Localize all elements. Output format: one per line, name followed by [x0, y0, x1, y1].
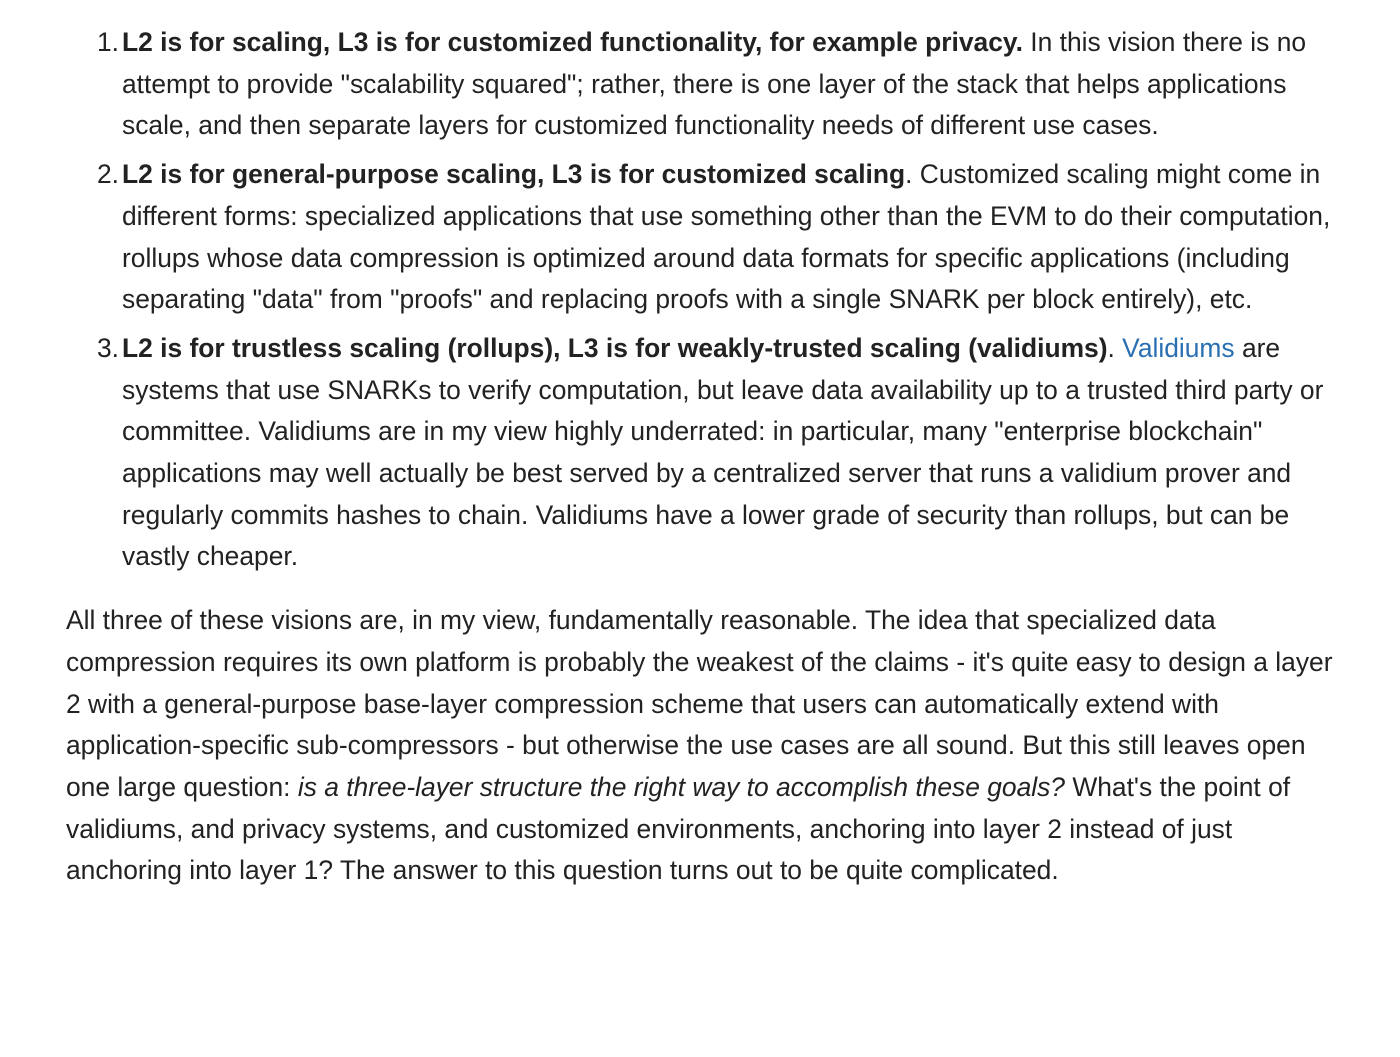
list-number: 1. — [96, 27, 119, 57]
summary-paragraph — [66, 600, 1348, 892]
list-item-heading: L2 is for general-purpose scaling, L3 is for customized scaling — [122, 159, 906, 190]
validiums-link[interactable]: Validiums — [1122, 332, 1235, 363]
summary-question: is a three-layer structure the right way to accomplish these goals? — [297, 771, 1065, 802]
list-item-text: In this vision there is no attempt to provide "scalability squared"; rather, there is one layer of the stack that helps applications scale, and then separate layers for customized functionality needs of different use cases. — [122, 27, 1307, 141]
list-item-heading: L2 is for scaling, L3 is for customized functionality, for example privacy. — [122, 27, 1023, 57]
list-item-text: . Customized scaling might come in different forms: specialized applications that use something other than the EVM to do their computation, rollups whose data compression is optimized around data formats for specific applications (including separating "data" from "proofs" and replacing proofs with a single SNARK per block entirely), etc. — [122, 159, 1331, 315]
summary-text-end: What's the point of validiums, and privacy systems, and customized environments, anchoring into layer 2 instead of just anchoring into layer 1? The answer to this question turns out to be quite complicated. — [66, 771, 1291, 886]
list-item — [96, 154, 1348, 321]
summary-text-start: All three of these visions are, in my view, fundamentally reasonable. The idea that specialized data compression requires its own platform is probably the weakest of the claims - it's quite easy to design a layer 2 with a general-purpose base-layer compression scheme that users can automatically extend with application-specific sub-compressors - but otherwise the use cases are all sound. But this still leaves open one large question: — [66, 605, 1333, 802]
list-number: 3. — [96, 332, 119, 363]
list-item-text: are systems that use SNARKs to verify computation, but leave data availability up to a trusted third party or committee. Validiums are in my view highly underrated: in particular, many "enterprise blockchain" applications may well actually be best served by a centralized server that runs a validium prover and regularly commits hashes to chain. Validiums have a lower grade of security than rollups, but can be vastly cheaper. — [122, 332, 1324, 572]
list-item — [96, 328, 1348, 578]
list-item-separator: . — [1107, 332, 1123, 363]
list-item-heading: L2 is for trustless scaling (rollups), L3 is for weakly-trusted scaling (validiums) — [122, 332, 1108, 363]
list-item — [96, 22, 1348, 147]
vision-list — [66, 22, 1348, 578]
list-number: 2. — [96, 159, 119, 190]
